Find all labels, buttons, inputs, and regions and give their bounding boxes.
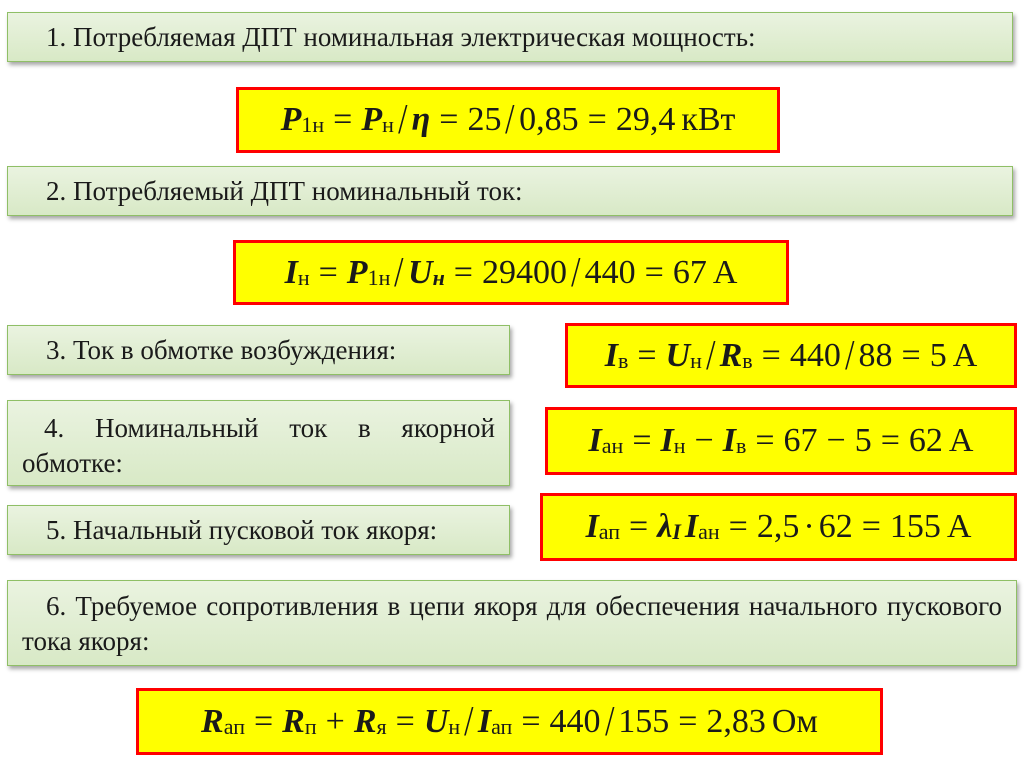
- f2-eq3: =: [644, 253, 664, 291]
- f5-n2: 62: [818, 508, 853, 545]
- f6-n2: 155: [618, 702, 670, 740]
- f2-n2: 440: [584, 253, 636, 291]
- f4-n1: 67: [783, 422, 818, 459]
- f2-slash: /: [394, 249, 404, 296]
- item-2-box: [7, 166, 1013, 216]
- f6-eq2: =: [395, 702, 415, 740]
- f5-eq2: =: [728, 508, 748, 545]
- f2-a-sub: н: [297, 264, 310, 290]
- f3-b: U: [665, 336, 691, 374]
- f6-eq1: =: [253, 702, 274, 740]
- f2-n1: 29400: [481, 253, 567, 291]
- f2-slash2: /: [571, 249, 581, 296]
- f6-e: I: [477, 702, 492, 740]
- f1-b-sub: н: [382, 112, 394, 137]
- f1-eq3: =: [587, 101, 607, 138]
- f1-result: 29,4: [615, 101, 676, 138]
- f2-b: P: [346, 253, 368, 291]
- f1-a: P: [280, 101, 302, 138]
- f3-n2: 88: [858, 336, 893, 374]
- f4-c: I: [722, 422, 736, 459]
- f2-c: U: [408, 253, 433, 291]
- f4-result: 62: [908, 422, 943, 459]
- f4-c-sub: в: [735, 433, 747, 458]
- f5-a: I: [585, 508, 599, 545]
- f6-slash: /: [464, 698, 474, 745]
- f4-a: I: [588, 422, 602, 459]
- item-2-text: 2. Потребляемый ДПТ номинальный ток:: [46, 175, 523, 206]
- item-1-text: 1. Потребляемая ДПТ номинальная электрическая мощность:: [46, 21, 756, 52]
- f1-n1: 25: [467, 101, 502, 138]
- f2-c-sub: н: [432, 264, 445, 290]
- f3-eq1: =: [637, 336, 657, 374]
- f1-eq1: =: [333, 101, 353, 138]
- f4-b: I: [660, 422, 674, 459]
- f2-unit: А: [712, 253, 738, 291]
- item-6-box: [7, 580, 1017, 666]
- f4-eq3: =: [880, 422, 900, 459]
- f5-result: 155: [889, 508, 941, 545]
- f5-eq3: =: [861, 508, 881, 545]
- f3-c-sub: в: [742, 347, 753, 373]
- f5-lambda: λ: [657, 508, 673, 545]
- f6-b: R: [282, 702, 305, 740]
- f6-d-sub: н: [448, 713, 461, 739]
- f6-result: 2,83: [706, 702, 766, 740]
- f3-b-sub: н: [690, 347, 702, 373]
- item-6-text: 6. Требуемое сопротивления в цепи якоря для обеспечения начального пускового тока якоря:: [22, 591, 1002, 656]
- f4-unit: А: [948, 422, 974, 459]
- f2-a: I: [284, 253, 298, 291]
- item-3-text: 3. Ток в обмотке возбуждения:: [46, 334, 397, 365]
- formula-1: [236, 87, 780, 153]
- f1-c: η: [411, 101, 431, 138]
- f6-b-sub: п: [304, 713, 317, 739]
- f2-result: 67: [672, 253, 707, 291]
- item-5-text: 5. Начальный пусковой ток якоря:: [46, 514, 438, 545]
- f1-n2: 0,85: [519, 101, 579, 138]
- f6-a: R: [201, 702, 224, 740]
- f4-minus: −: [694, 422, 714, 459]
- f6-e-sub: ап: [491, 713, 513, 739]
- f1-eq2: =: [439, 101, 459, 138]
- item-4-text: 4. Номинальный ток в якорной обмотке:: [22, 413, 495, 478]
- f5-dot: ·: [803, 508, 815, 545]
- item-5-box: [7, 505, 510, 555]
- formula-6: [136, 688, 883, 755]
- f6-eq3: =: [521, 702, 541, 740]
- item-1-box: [7, 12, 1013, 62]
- formula-4: [545, 407, 1017, 475]
- f3-n1: 440: [789, 336, 841, 374]
- f5-lambda-sub: I: [672, 519, 681, 544]
- f1-slash: /: [398, 97, 408, 143]
- f4-eq1: =: [632, 422, 652, 459]
- item-4-box: [7, 400, 510, 486]
- f2-eq2: =: [453, 253, 473, 291]
- formula-3: [565, 323, 1017, 388]
- f5-eq1: =: [629, 508, 649, 545]
- f5-unit: А: [946, 508, 972, 545]
- f5-a-sub: ап: [598, 519, 621, 544]
- f2-b-sub: 1н: [367, 264, 391, 290]
- f3-a: I: [604, 336, 618, 374]
- f3-a-sub: в: [617, 347, 629, 373]
- f6-unit: Ом: [771, 702, 818, 740]
- f4-minus2: −: [826, 422, 846, 459]
- f3-result: 5: [929, 336, 947, 374]
- formula-2: [233, 240, 789, 305]
- f6-c: R: [353, 702, 377, 740]
- f4-b-sub: н: [673, 433, 686, 458]
- f5-b-sub: ан: [698, 519, 720, 544]
- f6-n1: 440: [549, 702, 601, 740]
- f6-plus: +: [325, 702, 345, 740]
- formula-5: [540, 493, 1017, 561]
- f4-n2: 5: [854, 422, 872, 459]
- f6-slash2: /: [604, 698, 615, 745]
- f6-c-sub: я: [376, 713, 387, 739]
- f6-d: U: [423, 702, 449, 740]
- f1-a-sub: 1н: [301, 112, 325, 137]
- f3-eq3: =: [901, 336, 921, 374]
- f1-unit: кВт: [681, 101, 736, 138]
- f5-b: I: [684, 508, 699, 545]
- f3-slash2: /: [844, 332, 855, 379]
- f2-eq1: =: [318, 253, 338, 291]
- f1-slash2: /: [505, 97, 515, 143]
- f5-n1: 2,5: [756, 508, 800, 545]
- f3-unit: А: [952, 336, 978, 374]
- f4-eq2: =: [755, 422, 775, 459]
- f6-eq4: =: [678, 702, 698, 740]
- item-3-box: [7, 325, 510, 375]
- f1-b: P: [361, 101, 383, 138]
- f3-eq2: =: [761, 336, 781, 374]
- f4-a-sub: ан: [601, 433, 624, 458]
- f6-a-sub: ап: [223, 713, 245, 739]
- f3-c: R: [719, 336, 743, 374]
- f3-slash: /: [706, 332, 716, 379]
